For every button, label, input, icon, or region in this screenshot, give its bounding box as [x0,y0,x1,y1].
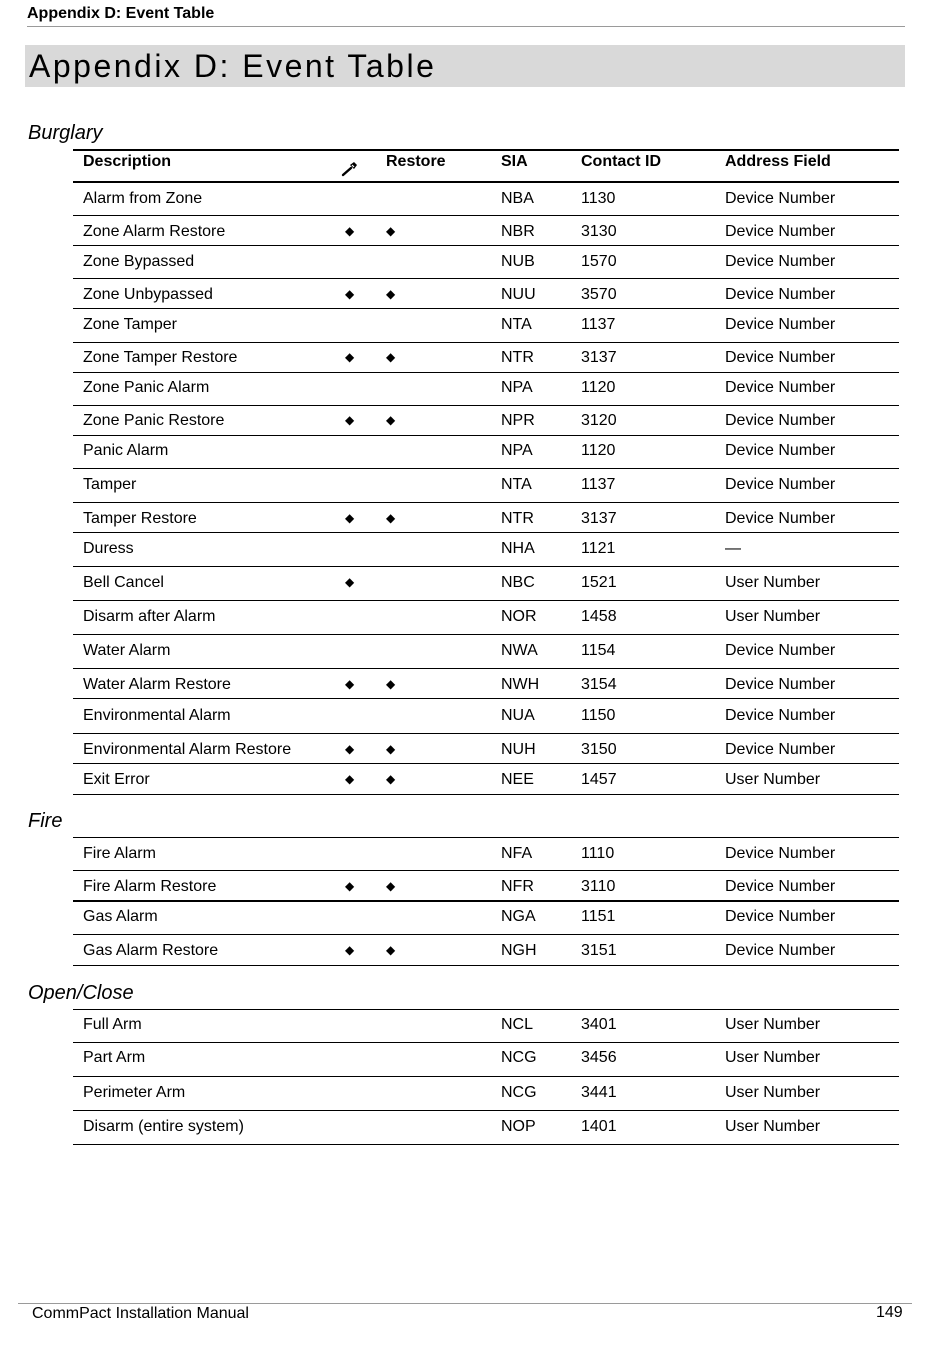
section-title-fire: Fire [28,810,63,832]
sia-code: NCG [501,1084,537,1101]
contact-id-code: 3401 [581,1016,617,1033]
address-field: Device Number [725,642,836,659]
table-row [73,345,899,373]
wrench-icon [341,160,359,178]
footer-manual-name: CommPact Installation Manual [32,1305,249,1322]
contact-id-code: 1401 [581,1118,617,1135]
event-description: Zone Panic Alarm [83,379,210,396]
sia-code: NOR [501,608,537,625]
event-description: Part Arm [83,1049,146,1066]
row-divider [73,870,899,871]
sia-code: NGA [501,908,536,925]
address-field: Device Number [725,223,836,240]
installer-marker: ◆ [345,287,355,301]
row-divider [73,468,899,469]
row-divider [73,794,899,795]
contact-id-code: 1137 [581,476,616,493]
table-row [73,506,899,534]
event-description: Water Alarm Restore [83,676,231,693]
row-divider [73,763,899,764]
restore-marker: ◆ [386,772,396,786]
table-row [73,438,899,466]
table-row [73,536,899,564]
installer-marker: ◆ [345,575,355,589]
event-description: Tamper Restore [83,510,197,527]
sia-code: NUA [501,707,535,724]
table-row [73,1012,899,1040]
row-divider [73,532,899,533]
sia-code: NPA [501,379,533,396]
address-field: Device Number [725,942,836,959]
event-description: Zone Alarm Restore [83,223,226,240]
contact-id-code: 3130 [581,223,617,240]
event-description: Zone Panic Restore [83,412,225,429]
sia-code: NOP [501,1118,536,1135]
event-description: Water Alarm [83,642,171,659]
sia-code: NFR [501,878,534,895]
event-description: Tamper [83,476,137,493]
row-divider [73,215,899,216]
event-description: Disarm after Alarm [83,608,216,625]
table-row [73,737,899,765]
table-row [73,312,899,340]
row-divider [73,733,899,734]
sia-code: NBA [501,190,534,207]
sia-code: NTR [501,510,534,527]
col-header-contact-id: Contact ID [581,153,661,170]
address-field: User Number [725,1049,821,1066]
row-divider [73,668,899,669]
sia-code: NTA [501,316,532,333]
table-row [73,703,899,731]
contact-id-code: 3137 [581,349,617,366]
restore-marker: ◆ [386,677,396,691]
contact-id-code: 3110 [581,878,616,895]
event-description: Environmental Alarm Restore [83,741,292,758]
address-field: Device Number [725,442,836,459]
address-field: User Number [725,771,821,788]
contact-id-code: 1521 [581,574,617,591]
row-divider [73,502,899,503]
contact-id-code: 1154 [581,642,616,659]
contact-id-code: 1457 [581,771,617,788]
address-field: Device Number [725,349,836,366]
row-divider [73,245,899,246]
section-title-open-close: Open/Close [28,982,134,1004]
contact-id-code: 3137 [581,510,617,527]
installer-marker: ◆ [345,742,355,756]
row-divider [73,965,899,966]
table-row [73,472,899,500]
fire-table-top-rule [73,837,899,838]
address-field: Device Number [725,741,836,758]
title-band [25,45,905,87]
address-field: Device Number [725,253,836,270]
page-title: Appendix D: Event Table [29,48,437,84]
address-field: Device Number [725,676,836,693]
row-divider [73,900,899,902]
col-header-description: Description [83,153,172,170]
event-description: Zone Bypassed [83,253,195,270]
sia-code: NUB [501,253,535,270]
contact-id-code: 3456 [581,1049,617,1066]
contact-id-code: 1570 [581,253,617,270]
table-top-rule [73,149,899,151]
restore-marker: ◆ [386,943,396,957]
event-description: Fire Alarm Restore [83,878,217,895]
installer-marker: ◆ [345,224,355,238]
event-description: Duress [83,540,134,557]
address-field: Device Number [725,476,836,493]
restore-marker: ◆ [386,287,396,301]
address-field: User Number [725,574,821,591]
installer-marker: ◆ [345,677,355,691]
sia-code: NCG [501,1049,537,1066]
row-divider [73,1144,899,1145]
table-row [73,1045,899,1073]
event-description: Perimeter Arm [83,1084,186,1101]
event-description: Zone Tamper [83,316,177,333]
address-field: Device Number [725,316,836,333]
col-header-sia: SIA [501,153,528,170]
open-close-table-top-rule [73,1009,899,1010]
table-row [73,186,899,214]
sia-code: NBR [501,223,535,240]
row-divider [73,405,899,406]
contact-id-code: 3441 [581,1084,617,1101]
table-row [73,408,899,436]
col-header-address-field: Address Field [725,153,831,170]
address-field: — [725,540,741,557]
col-header-restore: Restore [386,153,446,170]
sia-code: NPA [501,442,533,459]
footer-rule [18,1303,912,1304]
address-field: User Number [725,608,821,625]
contact-id-code: 1120 [581,442,616,459]
event-description: Fire Alarm [83,845,156,862]
table-row [73,841,899,869]
restore-marker: ◆ [386,742,396,756]
contact-id-code: 1150 [581,707,616,724]
table-row [73,904,899,932]
row-divider [73,698,899,699]
event-description: Gas Alarm [83,908,158,925]
sia-code: NUH [501,741,536,758]
section-title-burglary: Burglary [28,122,103,144]
row-divider [73,342,899,343]
installer-marker: ◆ [345,413,355,427]
table-row [73,672,899,700]
contact-id-code: 1110 [581,845,615,862]
table-row [73,375,899,403]
table-row [73,570,899,598]
row-divider [73,1042,899,1043]
sia-code: NPR [501,412,535,429]
table-row [73,249,899,277]
address-field: Device Number [725,510,836,527]
sia-code: NFA [501,845,533,862]
installer-marker: ◆ [345,350,355,364]
sia-code: NGH [501,942,537,959]
event-description: Panic Alarm [83,442,169,459]
event-description: Full Arm [83,1016,142,1033]
sia-code: NTA [501,476,532,493]
event-description: Zone Tamper Restore [83,349,238,366]
sia-code: NHA [501,540,535,557]
row-divider [73,1076,899,1077]
address-field: Device Number [725,845,836,862]
installer-marker: ◆ [345,511,355,525]
row-divider [73,934,899,935]
table-row [73,282,899,310]
running-header: Appendix D: Event Table [27,5,905,27]
contact-id-code: 1458 [581,608,617,625]
installer-marker: ◆ [345,943,355,957]
contact-id-code: 1121 [581,540,616,557]
address-field: User Number [725,1118,821,1135]
table-row [73,938,899,966]
table-row [73,767,899,795]
address-field: Device Number [725,286,836,303]
table-row [73,219,899,247]
sia-code: NWA [501,642,538,659]
table-row [73,638,899,666]
restore-marker: ◆ [386,413,396,427]
table-row [73,1080,899,1108]
restore-marker: ◆ [386,511,396,525]
address-field: Device Number [725,190,836,207]
sia-code: NUU [501,286,536,303]
table-row [73,604,899,632]
row-divider [73,634,899,635]
table-row [73,874,899,902]
contact-id-code: 3120 [581,412,617,429]
sia-code: NBC [501,574,535,591]
contact-id-code: 1137 [581,316,616,333]
contact-id-code: 1151 [581,908,616,925]
sia-code: NTR [501,349,534,366]
address-field: Device Number [725,908,836,925]
address-field: Device Number [725,379,836,396]
address-field: Device Number [725,412,836,429]
row-divider [73,566,899,567]
table-row [73,1114,899,1142]
restore-marker: ◆ [386,350,396,364]
installer-marker: ◆ [345,879,355,893]
sia-code: NWH [501,676,540,693]
row-divider [73,600,899,601]
sia-code: NCL [501,1016,534,1033]
address-field: Device Number [725,707,836,724]
restore-marker: ◆ [386,879,396,893]
row-divider [73,278,899,279]
row-divider [73,435,899,436]
table-header-rule [73,181,899,183]
contact-id-code: 3570 [581,286,617,303]
contact-id-code: 3150 [581,741,617,758]
address-field: Device Number [725,878,836,895]
event-description: Environmental Alarm [83,707,231,724]
event-description: Exit Error [83,771,150,788]
row-divider [73,1110,899,1111]
address-field: User Number [725,1084,821,1101]
sia-code: NEE [501,771,534,788]
contact-id-code: 1130 [581,190,616,207]
event-description: Alarm from Zone [83,190,203,207]
restore-marker: ◆ [386,224,396,238]
event-description: Gas Alarm Restore [83,942,219,959]
row-divider [73,308,899,309]
footer-page-number: 149 [876,1304,903,1321]
event-description: Zone Unbypassed [83,286,213,303]
contact-id-code: 3151 [581,942,617,959]
address-field: User Number [725,1016,821,1033]
event-description: Bell Cancel [83,574,164,591]
event-description: Disarm (entire system) [83,1118,244,1135]
contact-id-code: 3154 [581,676,617,693]
contact-id-code: 1120 [581,379,616,396]
row-divider [73,372,899,373]
installer-marker: ◆ [345,772,355,786]
